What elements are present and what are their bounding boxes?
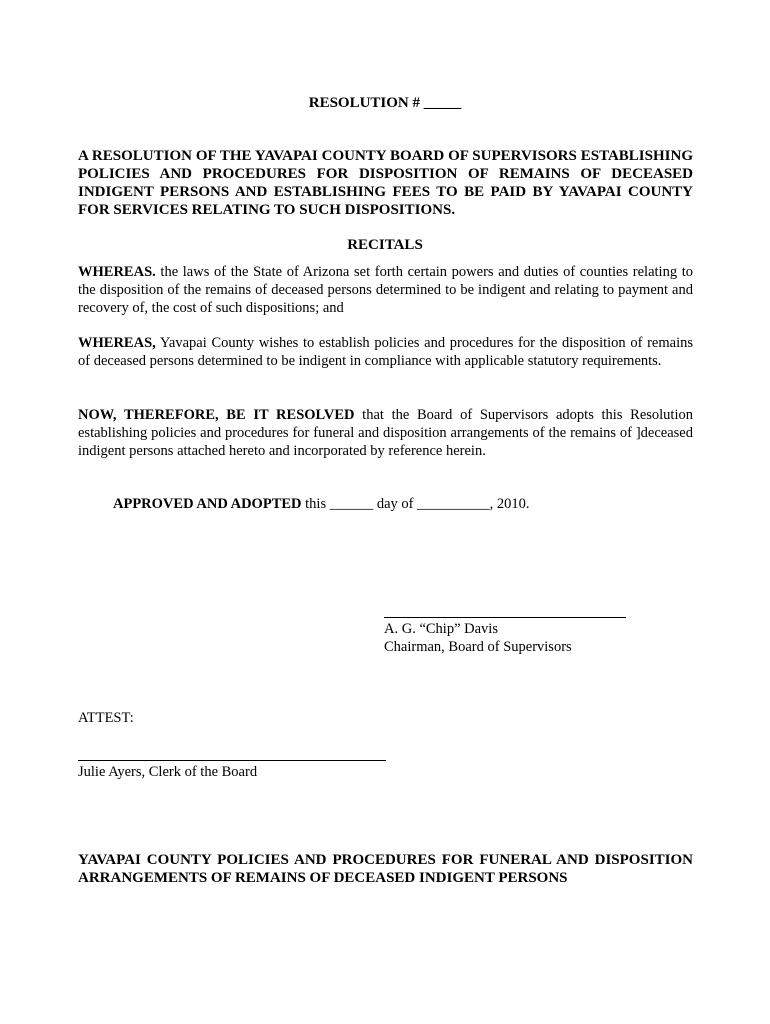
recitals-heading: RECITALS	[347, 237, 423, 253]
whereas-lead-1: WHEREAS.	[78, 264, 156, 280]
approved-text: this ______ day of __________, 2010.	[301, 496, 530, 512]
resolved-lead: NOW, THEREFORE, BE IT RESOLVED	[78, 407, 355, 423]
policies-heading: YAVAPAI COUNTY POLICIES AND PROCEDURES FOR FUNERAL AND DISPOSITION ARRANGEMENTS OF REMAINS OF DECEASED INDIGENT PERSONS	[78, 852, 693, 886]
chairman-title: Chairman, Board of Supervisors	[384, 639, 572, 655]
approved-line	[113, 495, 529, 513]
resolved-paragraph	[78, 406, 693, 460]
whereas-paragraph-2	[78, 334, 693, 370]
resolved-text: that the Board of Supervisors adopts this Resolution establishing policies and procedures for funeral and disposition arrangements of the remains of ]deceased indigent persons attached hereto and incorporated by reference herein.	[78, 407, 693, 459]
whereas-paragraph-1	[78, 263, 693, 317]
chairman-signature-line	[384, 617, 626, 618]
approved-lead: APPROVED AND ADOPTED	[113, 496, 302, 512]
resolution-title: RESOLUTION # _____	[308, 95, 462, 111]
resolution-heading: A RESOLUTION OF THE YAVAPAI COUNTY BOARD OF SUPERVISORS ESTABLISHING POLICIES AND PROCEDURES FOR DISPOSITION OF REMAINS OF DECEASED INDIGENT PERSONS AND ESTABLISHING FEES TO BE PAID BY YAVAPAI COUNTY FOR SERVICES RELATING TO SUCH DISPOSITIONS.	[78, 148, 693, 218]
whereas-text-1: the laws of the State of Arizona set forth certain powers and duties of counties relating to the disposition of the remains of deceased persons determined to be indigent and relating to payment and recovery of, the cost of such dispositions; and	[78, 264, 693, 316]
whereas-lead-2: WHEREAS,	[78, 335, 156, 351]
clerk-signature-line	[78, 760, 386, 761]
attest-label: ATTEST:	[78, 710, 134, 726]
clerk-name: Julie Ayers, Clerk of the Board	[78, 764, 258, 780]
chairman-name: A. G. “Chip” Davis	[384, 621, 498, 637]
whereas-text-2: Yavapai County wishes to establish policies and procedures for the disposition of remains of deceased persons determined to be indigent in compliance with applicable statutory requirements.	[78, 335, 693, 369]
